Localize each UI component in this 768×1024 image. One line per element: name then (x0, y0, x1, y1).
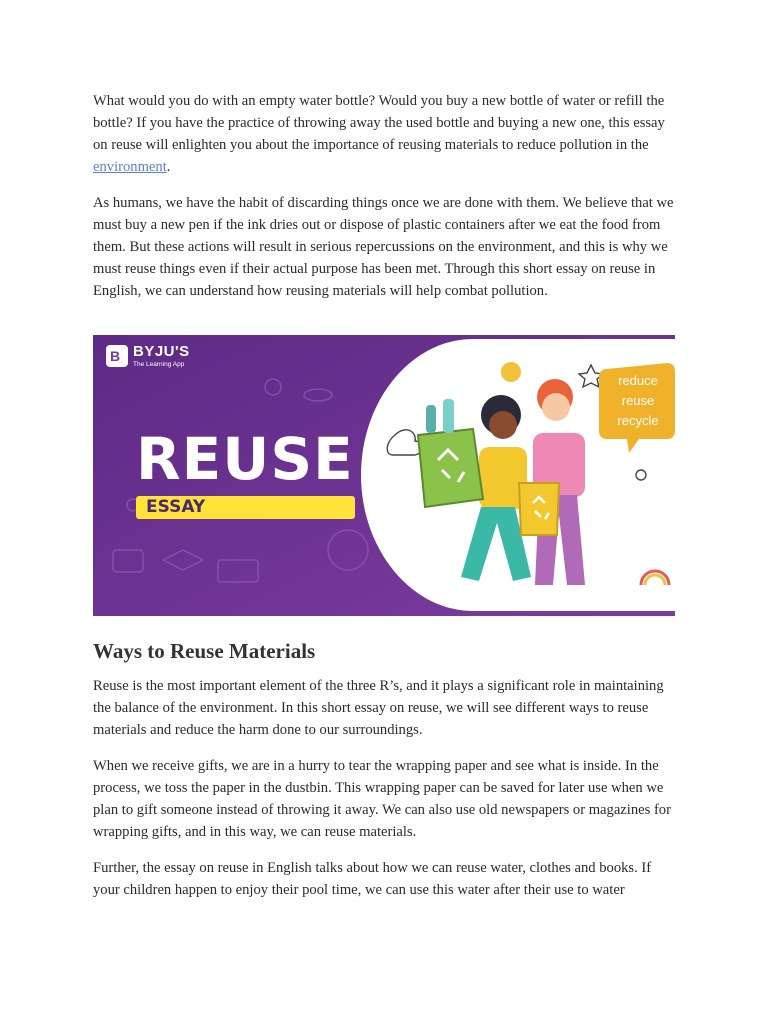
section-heading: Ways to Reuse Materials (93, 639, 316, 663)
habit-paragraph: As humans, we have the habit of discarding things once we are done with them. We believe that we must buy a new pen if the ink dries out or dispose of plastic containers after we eat the food from them. But these actions will result in serious repercussions on the environment, and this is why we must reuse things even if their actual purpose has been met. Through this short essay on reuse in English, we can understand how reusing materials will help combat pollution. (93, 195, 674, 299)
banner-title: REUSE (136, 425, 354, 493)
water-clothes-books-paragraph: Further, the essay on reuse in English talks about how we can reuse water, clothes and books. If your children happen to enjoy their pool time, we can use this water after their use to water (93, 860, 652, 898)
reuse-essay-banner (93, 335, 675, 616)
brand-tagline: The Learning App (133, 361, 185, 368)
bubble-word-reuse: reuse (621, 393, 655, 408)
intro-text: What would you do with an empty water bottle? Would you buy a new bottle of water or refill the bottle? If you have the practice of throwing away the used bottle and buying a new one, this essay on reuse will enlighten you about the importance of reusing materials to reduce pollution in the (93, 93, 665, 153)
banner-subtitle: ESSAY (146, 497, 206, 517)
bubble-word-recycle: recycle (617, 413, 659, 428)
logo-mark: B (110, 348, 121, 364)
intro-paragraph (93, 90, 677, 178)
environment-link[interactable]: environment (93, 159, 167, 175)
brand-name: BYJU'S (133, 343, 190, 360)
reuse-importance-paragraph: Reuse is the most important element of the three R’s, and it plays a significant role in maintaining the balance of the environment. In this short essay on reuse, we will see different ways to reuse materials and reduce the harm done to our surroundings. (93, 678, 664, 738)
banner-subtitle-bar (136, 496, 355, 519)
byjus-logo-icon (106, 345, 128, 367)
wrapping-paper-paragraph: When we receive gifts, we are in a hurry to tear the wrapping paper and see what is inside. In the process, we toss the paper in the dustbin. This wrapping paper can be saved for later use when we plan to gift someone instead of throwing it away. We can also use old newspapers or magazines for wrapping gifts, and in this way, we can reuse materials. (93, 758, 671, 840)
bubble-word-reduce: reduce (618, 373, 658, 388)
intro-text-end: . (166, 159, 171, 175)
